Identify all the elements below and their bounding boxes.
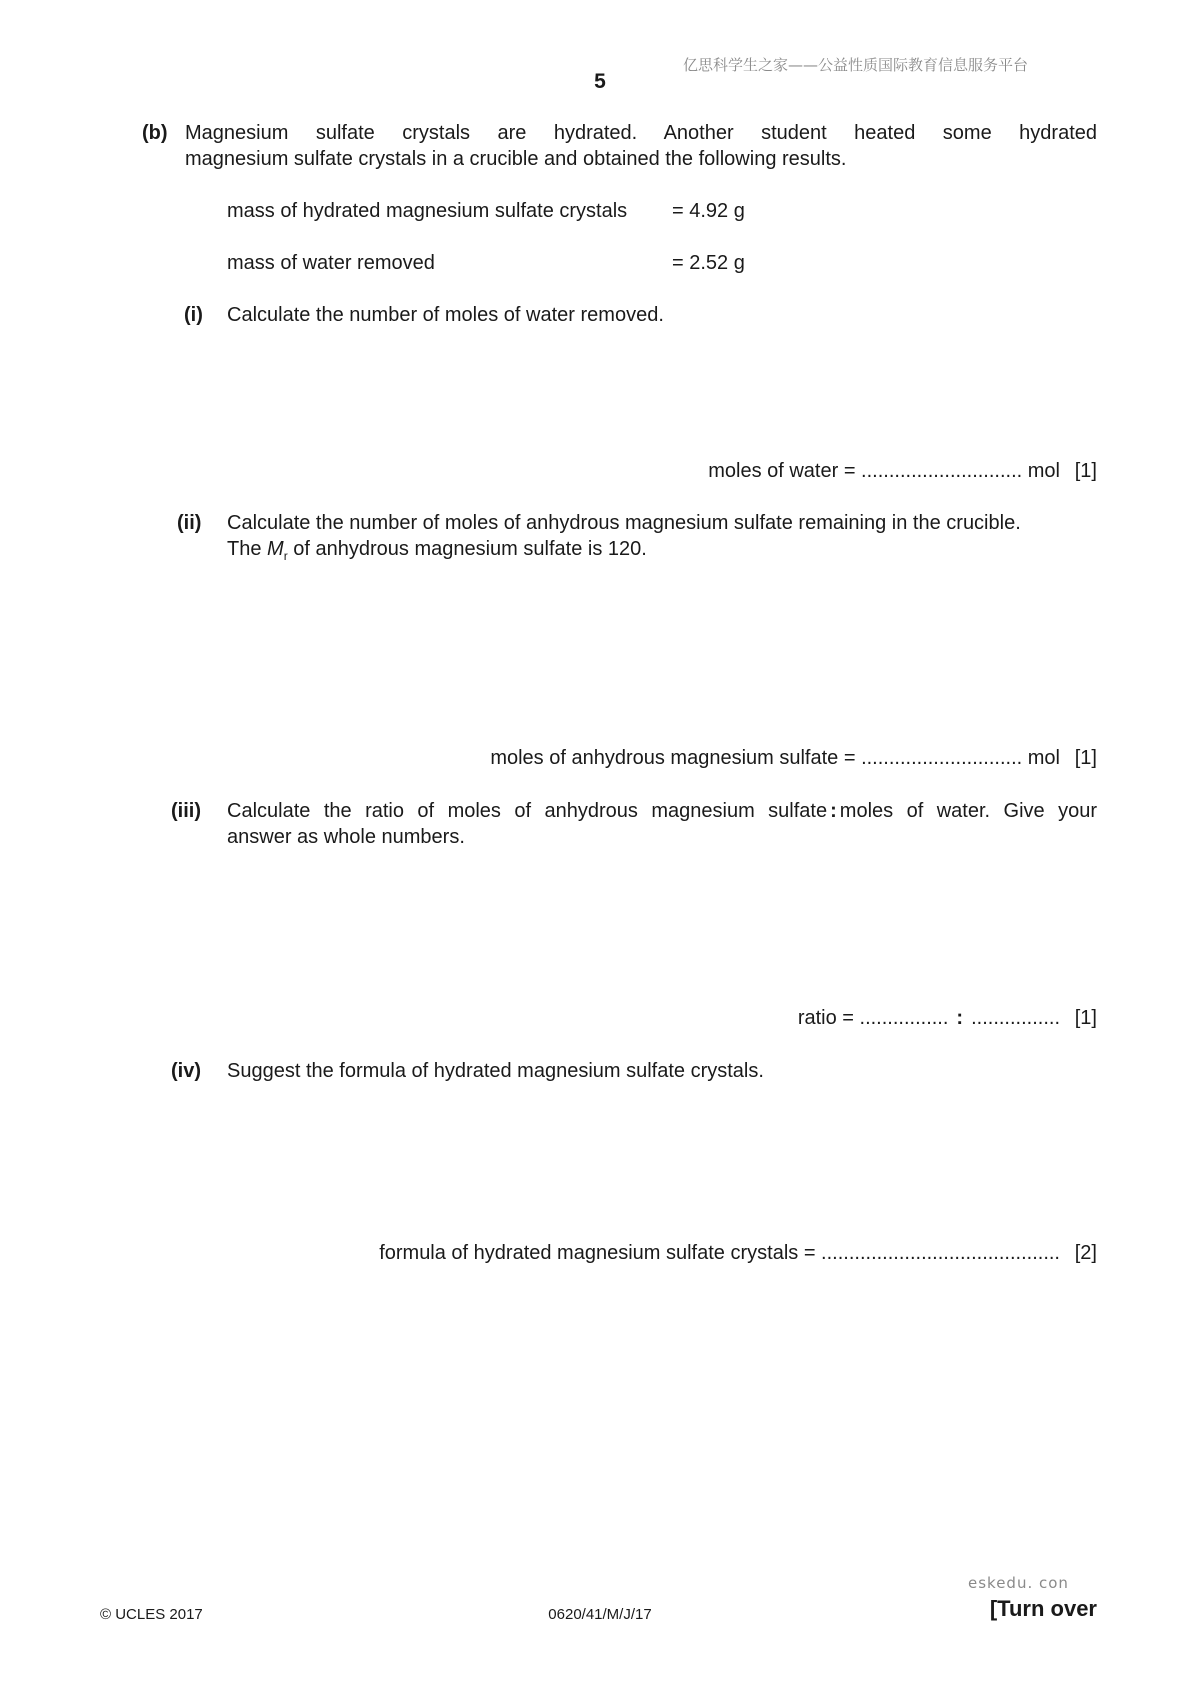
marks-ii: [1] [1074,747,1097,769]
part-b-intro-line1: Magnesium sulfate crystals are hydrated. Another student heated some hydrated [185,122,1097,144]
answer-i-line[interactable]: moles of water = ............................. mol [708,460,1060,482]
part-b-label: (b) [142,122,168,144]
footer-copyright: © UCLES 2017 [100,1606,203,1623]
answer-iii-line[interactable]: ratio = ................ : ................ [797,1007,1060,1029]
header-watermark: 亿思科学生之家——公益性质国际教育信息服务平台 [683,56,1029,74]
question-ii-label: (ii) [177,512,202,534]
part-b-intro-line2: magnesium sulfate crystals in a crucible and obtained the following results. [185,148,847,170]
result-label-water-mass: mass of water removed [227,252,435,274]
page-number: 5 [594,70,606,93]
question-iii-text: Calculate the ratio of moles of anhydrous magnesium sulfate : moles of water. Give your [227,800,1097,822]
question-iv-label: (iv) [171,1060,201,1082]
result-value-hydrated-mass: = 4.92 g [672,200,745,222]
question-iii-label: (iii) [171,800,201,822]
footer-turn-over: [Turn over [989,1596,1097,1621]
answer-iv-line[interactable]: formula of hydrated magnesium sulfate crystals = ........................................... [379,1242,1060,1264]
result-value-water-mass: = 2.52 g [672,252,745,274]
question-ii-text2: The $M_r$ of anhydrous magnesium sulfate is 120. [227,538,647,563]
marks-i: [1] [1074,460,1097,482]
result-label-hydrated-mass: mass of hydrated magnesium sulfate crystals [227,200,628,222]
marks-iii: [1] [1074,1007,1097,1029]
question-iv-text: Suggest the formula of hydrated magnesium sulfate crystals. [227,1060,764,1082]
marks-iv: [2] [1074,1242,1097,1264]
footer-paper-code: 0620/41/M/J/17 [548,1606,652,1623]
question-i-label: (i) [184,304,203,326]
question-iii-text2: answer as whole numbers. [227,826,465,848]
answer-ii-line[interactable]: moles of anhydrous magnesium sulfate = ............................. mol [490,747,1060,769]
question-ii-text: Calculate the number of moles of anhydrous magnesium sulfate remaining in the crucible. [227,512,1021,534]
footer-site-watermark: eskedu. con [968,1574,1069,1592]
question-i-text: Calculate the number of moles of water removed. [227,304,664,326]
